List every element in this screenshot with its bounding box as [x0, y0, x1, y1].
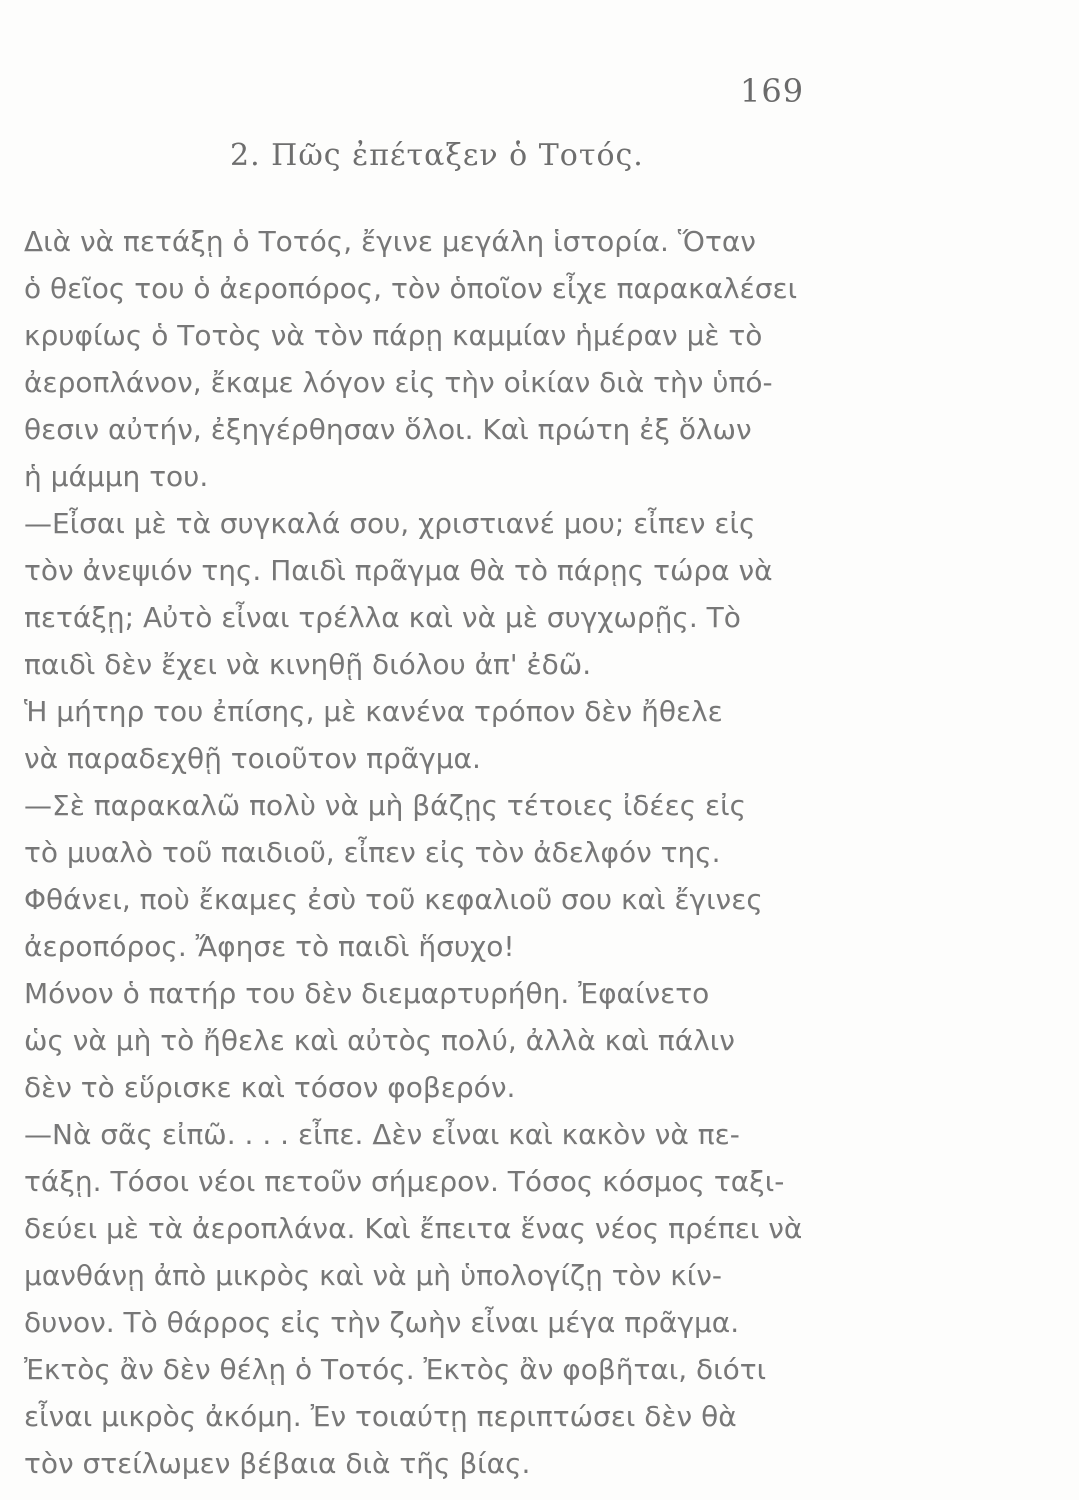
text-line: τὸν στείλωμεν βέβαια διὰ τῆς βίας. — [24, 1447, 531, 1480]
text-line: νὰ παραδεχθῇ τοιοῦτον πρᾶγμα. — [24, 742, 481, 775]
text-line: —Εἶσαι μὲ τὰ συγκαλά σου, χριστιανέ μου; εἶπεν εἰς — [24, 507, 756, 540]
text-line: ὁ θεῖος του ὁ ἀεροπόρος, τὸν ὁποῖον εἶχε παρακαλέσει — [24, 272, 798, 305]
text-line: ὡς νὰ μὴ τὸ ἤθελε καὶ αὐτὸς πολύ, ἀλλὰ καὶ πάλιν — [24, 1024, 735, 1057]
text-line: δεύει μὲ τὰ ἀεροπλάνα. Καὶ ἔπειτα ἕνας νέος πρέπει νὰ — [24, 1212, 803, 1245]
text-line: Διὰ νὰ πετάξῃ ὁ Τοτός, ἔγινε μεγάλη ἱστορία. Ὅταν — [24, 225, 756, 258]
text-line: ἡ μάμμη του. — [24, 460, 209, 493]
text-line: τάξῃ. Τόσοι νέοι πετοῦν σήμερον. Τόσος κόσμος ταξι- — [24, 1165, 785, 1198]
chapter-title: 2. Πῶς ἐπέταξεν ὁ Τοτός. — [230, 138, 644, 173]
text-line: θεσιν αὐτήν, ἐξηγέρθησαν ὅλοι. Καὶ πρώτη ἐξ ὅλων — [24, 413, 752, 446]
text-line: —Σὲ παρακαλῶ πολὺ νὰ μὴ βάζῃς τέτοιες ἰδέες εἰς — [24, 789, 747, 822]
page-number: 169 — [740, 72, 805, 110]
text-line: ἀεροπόρος. Ἄφησε τὸ παιδὶ ἥσυχο! — [24, 930, 515, 963]
text-line: ἀεροπλάνον, ἔκαμε λόγον εἰς τὴν οἰκίαν διὰ τὴν ὑπό- — [24, 366, 773, 399]
text-line: Ἐκτὸς ἂν δὲν θέλῃ ὁ Τοτός. Ἐκτὸς ἂν φοβῆται, διότι — [24, 1353, 767, 1386]
text-line: κρυφίως ὁ Τοτὸς νὰ τὸν πάρῃ καμμίαν ἡμέραν μὲ τὸ — [24, 319, 763, 352]
body-text — [24, 218, 834, 1487]
text-line: Μόνον ὁ πατήρ του δὲν διεμαρτυρήθη. Ἐφαίνετο — [24, 977, 710, 1010]
text-line: παιδὶ δὲν ἔχει νὰ κινηθῇ διόλου ἀπ' ἐδῶ. — [24, 648, 592, 681]
text-line: τὸν ἀνεψιόν της. Παιδὶ πρᾶγμα θὰ τὸ πάρῃς τώρα νὰ — [24, 554, 773, 587]
text-line: Ἡ μήτηρ του ἐπίσης, μὲ κανένα τρόπον δὲν ἤθελε — [24, 695, 723, 728]
text-line: μανθάνῃ ἀπὸ μικρὸς καὶ νὰ μὴ ὑπολογίζῃ τὸν κίν- — [24, 1259, 723, 1292]
text-line: εἶναι μικρὸς ἀκόμη. Ἐν τοιαύτῃ περιπτώσει δὲν θὰ — [24, 1400, 737, 1433]
text-line: Φθάνει, ποὺ ἔκαμες ἐσὺ τοῦ κεφαλιοῦ σου καὶ ἔγινες — [24, 883, 763, 916]
text-line: —Νὰ σᾶς εἰπῶ. . . . εἶπε. Δὲν εἶναι καὶ κακὸν νὰ πε- — [24, 1118, 740, 1151]
text-line: τὸ μυαλὸ τοῦ παιδιοῦ, εἶπεν εἰς τὸν ἀδελφόν της. — [24, 836, 721, 869]
text-line: πετάξῃ; Αὐτὸ εἶναι τρέλλα καὶ νὰ μὲ συγχωρῇς. Τὸ — [24, 601, 741, 634]
text-line: δυνον. Τὸ θάρρος εἰς τὴν ζωὴν εἶναι μέγα πρᾶγμα. — [24, 1306, 740, 1339]
text-line: δὲν τὸ εὕρισκε καὶ τόσον φοβερόν. — [24, 1071, 516, 1104]
